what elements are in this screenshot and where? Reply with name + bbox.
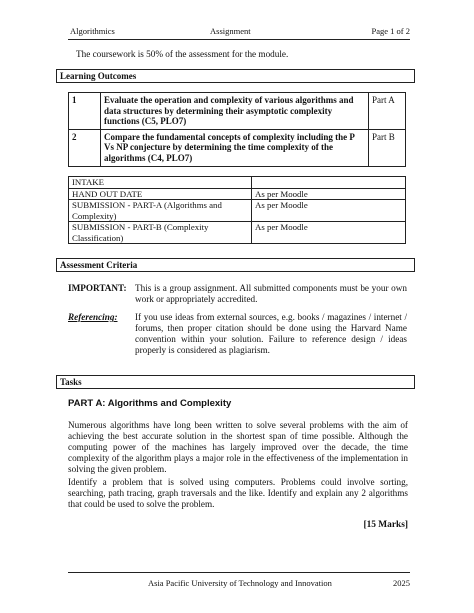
learning-outcomes-table [68,92,406,167]
header-course: Algorithmics [70,26,115,36]
intake-label: SUBMISSION - PART-B (Complexity Classification) [69,222,252,244]
header-rule [68,39,410,40]
intake-label: INTAKE [69,177,252,189]
footer-institution: Asia Pacific University of Technology and Innovation [148,578,332,588]
intake-label: HAND OUT DATE [69,188,252,200]
intake-value: As per Moodle [252,222,406,244]
outcome-number: 2 [69,129,101,166]
tasks-heading: Tasks [56,375,415,389]
outcome-text: Compare the fundamental concepts of complexity including the P Vs NP conjecture by determining the time complexity of the algorithms (C4, PLO7) [101,129,369,166]
table-row [69,222,406,244]
part-a-heading: PART A: Algorithms and Complexity [68,398,232,409]
learning-outcomes-heading: Learning Outcomes [56,69,415,83]
intake-value [252,177,406,189]
intake-table [68,176,406,244]
outcome-number: 1 [69,93,101,130]
marks-label: [15 Marks] [363,520,408,530]
table-row [69,188,406,200]
important-label: IMPORTANT: [68,283,127,293]
referencing-text: If you use ideas from external sources, e.g. books / magazines / internet / forums, then proper citation should be done using the Harvard Name convention within your solution. Failure to reference design / ideas properly is considered as plagiarism. [135,312,407,355]
important-text: This is a group assignment. All submitted components must be your own work or appropriately accredited. [135,283,407,304]
header-page-number: Page 1 of 2 [371,26,410,36]
intake-value: As per Moodle [252,188,406,200]
table-row [69,129,406,166]
intro-text: The coursework is 50% of the assessment for the module. [76,49,289,59]
outcome-part: Part A [369,93,406,130]
task-paragraph-2: Identify a problem that is solved using computers. Problems could involve sorting, searching, path tracing, graph traversals and the like. Identify and explain any 2 algorithms that could be used to solve the problem. [68,477,408,509]
assessment-criteria-heading: Assessment Criteria [56,258,415,272]
footer-year: 2025 [393,578,410,588]
intake-value: As per Moodle [252,200,406,222]
outcome-part: Part B [369,129,406,166]
outcome-text: Evaluate the operation and complexity of various algorithms and data structures by determining their asymptotic complexity functions (C5, PLO7) [101,93,369,130]
task-paragraph-1: Numerous algorithms have long been written to solve several problems with the aim of achieving the best accurate solution in the shortest span of time possible. Although the computing power of the machines has largely improved over the decade, the time complexity of the algorithm plays a major role in the effectiveness of the implementation in solving the given problem. [68,420,408,474]
table-row [69,93,406,130]
table-row [69,177,406,189]
intake-label: SUBMISSION - PART-A (Algorithms and Complexity) [69,200,252,222]
header-doc-type: Assignment [210,26,251,36]
table-row [69,200,406,222]
footer-rule [68,572,410,573]
referencing-label: Referencing: [68,312,118,322]
